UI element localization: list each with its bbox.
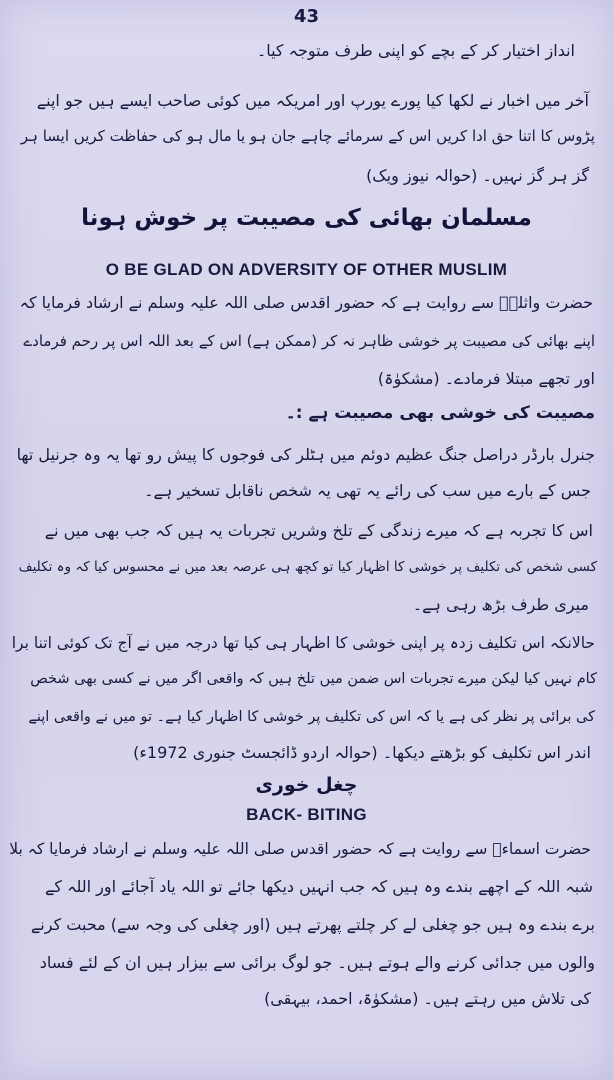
text-line: جس کے بارے میں سب کی رائے یہ تھی یہ شخص ناقابل تسخیر ہے۔ [144, 481, 591, 500]
text-line: حضرت واثلہؓ سے روایت ہے کہ حضور اقدس صلی اللہ علیہ وسلم نے ارشاد فرمایا کہ [19, 293, 593, 312]
text-line: میری طرف بڑھ رہی ہے۔ [412, 595, 589, 614]
text-line: اور تجھے مبتلا فرمادے۔ (مشکوٰۃ) [377, 369, 595, 388]
text-line: اپنے بھائی کی مصیبت پر خوشی ظاہر نہ کر (ممکن ہے) اس کے بعد اللہ اس پر رحم فرمادے [23, 332, 595, 350]
text-line: جنرل بارڈر دراصل جنگ عظیم دوئم میں ہٹلر کی فوجوں کا پیش رو تھا یہ وہ جرنیل تھا [16, 445, 595, 464]
section-heading-urdu: مسلمان بھائی کی مصیبت پر خوش ہونا [81, 205, 532, 231]
text-line: کی تلاش میں رہتے ہیں۔ (مشکوٰۃ، احمد، بیہقی) [264, 989, 591, 1008]
text-line: اندر اس تکلیف کو بڑھتے دیکھا۔ (حوالہ اردو ڈائجسٹ جنوری 1972ء) [133, 743, 591, 762]
section-heading-english: BACK- BITING [246, 805, 367, 824]
text-line: کسی شخص کی تکلیف پر خوشی کا اظہار کیا تو کچھ ہی عرصہ بعد میں نے محسوس کیا کہ وہ تکلیف [18, 559, 597, 575]
text-line: شبہ اللہ کے اچھے بندے وہ ہیں کہ جب انہیں دیکھا جائے تو اللہ یاد آجائے اور اللہ کے [45, 877, 593, 896]
text-line: گز ہر گز نہیں۔ (حوالہ نیوز ویک) [366, 166, 589, 185]
text-line: انداز اختیار کر کے بچے کو اپنی طرف متوجہ کیا۔ [256, 41, 575, 60]
section-heading-english: O BE GLAD ON ADVERSITY OF OTHER MUSLIM [105, 260, 508, 279]
text-line: اس کا تجربہ ہے کہ میرے زندگی کے تلخ وشریں تجربات یہ ہیں کہ جب بھی میں نے [44, 521, 593, 540]
text-line: آخر میں اخبار نے لکھا کیا پورے یورپ اور امریکہ میں کوئی صاحب ایسے ہیں جو اپنے [36, 91, 589, 110]
text-line: حالانکہ اس تکلیف زدہ پر اپنی خوشی کا اظہار ہی کیا تھا درجہ میں نے آج تک کوئی اتنا برا [11, 634, 595, 652]
text-line: کام نہیں کیا لیکن میرے تجربات اس ضمن میں تلخ ہیں کہ واقعی اگر میں نے کسی بھی شخص [30, 671, 597, 687]
text-line: حضرت اسماءؓ سے روایت ہے کہ حضور اقدس صلی اللہ علیہ وسلم نے ارشاد فرمایا کہ بلا [9, 840, 591, 858]
sub-heading: مصیبت کی خوشی بھی مصیبت ہے :۔ [285, 403, 595, 423]
text-line: برے بندے وہ ہیں جو چغلی لے کر چلتے پھرتے ہیں (اور چغلی کی وجہ سے) محبت کرنے [30, 915, 595, 934]
text-line: والوں میں جدائی کرنے والے ہوتے ہیں۔ جو لوگ برائی سے بیزار ہیں ان کے لئے فساد [39, 953, 595, 972]
section-heading-urdu: چغل خوری [255, 774, 358, 796]
text-line: پڑوس کا اتنا حق ادا کریں اس کے سرمائے چاہے جان ہو یا مال ہو کی حفاظت کریں ایسا ہر [20, 127, 595, 145]
page-number: 43 [293, 6, 320, 27]
text-line: کی برائی پر نظر کی ہے یا کہ اس کی تکلیف پر خوشی کا اظہار کیا ہے۔ تو میں نے واقعی اپنے [28, 709, 595, 725]
